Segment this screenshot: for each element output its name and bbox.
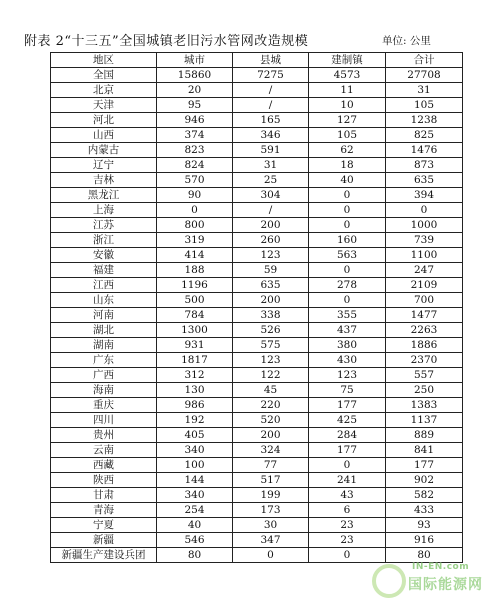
cell-county: 324 bbox=[233, 443, 309, 458]
cell-total: 739 bbox=[386, 233, 463, 248]
table-row bbox=[51, 203, 463, 218]
cell-region: 重庆 bbox=[51, 398, 157, 413]
cell-city: 931 bbox=[157, 338, 233, 353]
cell-region: 上海 bbox=[51, 203, 157, 218]
cell-town: 0 bbox=[309, 263, 386, 278]
logo-ring-icon bbox=[372, 564, 406, 598]
cell-region: 安徽 bbox=[51, 248, 157, 263]
cell-total: 557 bbox=[386, 368, 463, 383]
cell-region: 黑龙江 bbox=[51, 188, 157, 203]
cell-town: 0 bbox=[309, 458, 386, 473]
table-row bbox=[51, 518, 463, 533]
cell-city: 319 bbox=[157, 233, 233, 248]
table-row bbox=[51, 233, 463, 248]
cell-total: 2109 bbox=[386, 278, 463, 293]
cell-city: 570 bbox=[157, 173, 233, 188]
cell-city: 254 bbox=[157, 503, 233, 518]
cell-county: 30 bbox=[233, 518, 309, 533]
cell-town: 380 bbox=[309, 338, 386, 353]
cell-total: 635 bbox=[386, 173, 463, 188]
cell-city: 188 bbox=[157, 263, 233, 278]
table-row bbox=[51, 473, 463, 488]
cell-county: 526 bbox=[233, 323, 309, 338]
cell-total: 105 bbox=[386, 98, 463, 113]
cell-total: 825 bbox=[386, 128, 463, 143]
cell-total: 916 bbox=[386, 533, 463, 548]
cell-town: 160 bbox=[309, 233, 386, 248]
cell-total: 1100 bbox=[386, 248, 463, 263]
pipe-renovation-table bbox=[50, 52, 463, 563]
cell-town: 278 bbox=[309, 278, 386, 293]
cell-region: 甘肃 bbox=[51, 488, 157, 503]
table-row bbox=[51, 143, 463, 158]
cell-city: 1817 bbox=[157, 353, 233, 368]
cell-region: 云南 bbox=[51, 443, 157, 458]
cell-total: 27708 bbox=[386, 68, 463, 83]
cell-region: 海南 bbox=[51, 383, 157, 398]
cell-county: 199 bbox=[233, 488, 309, 503]
cell-total: 902 bbox=[386, 473, 463, 488]
cell-city: 546 bbox=[157, 533, 233, 548]
cell-region: 江西 bbox=[51, 278, 157, 293]
cell-county: 0 bbox=[233, 548, 309, 563]
cell-county: 59 bbox=[233, 263, 309, 278]
cell-city: 0 bbox=[157, 203, 233, 218]
cell-town: 241 bbox=[309, 473, 386, 488]
table-row bbox=[51, 98, 463, 113]
table-row bbox=[51, 323, 463, 338]
table-row bbox=[51, 128, 463, 143]
cell-total: 2370 bbox=[386, 353, 463, 368]
table-row bbox=[51, 83, 463, 98]
cell-city: 95 bbox=[157, 98, 233, 113]
cell-town: 425 bbox=[309, 413, 386, 428]
watermark-logo bbox=[372, 560, 488, 602]
cell-total: 1383 bbox=[386, 398, 463, 413]
cell-total: 1000 bbox=[386, 218, 463, 233]
cell-total: 889 bbox=[386, 428, 463, 443]
cell-county: 7275 bbox=[233, 68, 309, 83]
cell-region: 贵州 bbox=[51, 428, 157, 443]
table-row bbox=[51, 248, 463, 263]
cell-county: 45 bbox=[233, 383, 309, 398]
table-row bbox=[51, 353, 463, 368]
cell-city: 100 bbox=[157, 458, 233, 473]
cell-town: 177 bbox=[309, 398, 386, 413]
cell-town: 23 bbox=[309, 533, 386, 548]
cell-city: 192 bbox=[157, 413, 233, 428]
cell-total: 93 bbox=[386, 518, 463, 533]
cell-region: 江苏 bbox=[51, 218, 157, 233]
cell-total: 1477 bbox=[386, 308, 463, 323]
cell-city: 130 bbox=[157, 383, 233, 398]
cell-region: 福建 bbox=[51, 263, 157, 278]
cell-total: 250 bbox=[386, 383, 463, 398]
cell-region: 湖北 bbox=[51, 323, 157, 338]
table-body bbox=[51, 68, 463, 563]
cell-city: 144 bbox=[157, 473, 233, 488]
cell-region: 山西 bbox=[51, 128, 157, 143]
table-row bbox=[51, 428, 463, 443]
cell-region: 西藏 bbox=[51, 458, 157, 473]
cell-total: 841 bbox=[386, 443, 463, 458]
cell-town: 40 bbox=[309, 173, 386, 188]
cell-town: 177 bbox=[309, 443, 386, 458]
table-row bbox=[51, 413, 463, 428]
cell-town: 437 bbox=[309, 323, 386, 338]
cell-town: 0 bbox=[309, 548, 386, 563]
cell-county: 173 bbox=[233, 503, 309, 518]
cell-town: 105 bbox=[309, 128, 386, 143]
cell-town: 62 bbox=[309, 143, 386, 158]
cell-total: 582 bbox=[386, 488, 463, 503]
cell-total: 31 bbox=[386, 83, 463, 98]
cell-county: 635 bbox=[233, 278, 309, 293]
cell-county: 575 bbox=[233, 338, 309, 353]
cell-county: 165 bbox=[233, 113, 309, 128]
cell-town: 0 bbox=[309, 203, 386, 218]
cell-city: 823 bbox=[157, 143, 233, 158]
header-region: 地区 bbox=[51, 53, 157, 68]
cell-county: 346 bbox=[233, 128, 309, 143]
table-header-row bbox=[51, 53, 463, 68]
cell-city: 784 bbox=[157, 308, 233, 323]
cell-county: 123 bbox=[233, 248, 309, 263]
cell-town: 6 bbox=[309, 503, 386, 518]
cell-town: 11 bbox=[309, 83, 386, 98]
cell-town: 75 bbox=[309, 383, 386, 398]
cell-county: 517 bbox=[233, 473, 309, 488]
cell-county: 304 bbox=[233, 188, 309, 203]
cell-city: 340 bbox=[157, 488, 233, 503]
cell-city: 15860 bbox=[157, 68, 233, 83]
cell-county: 200 bbox=[233, 293, 309, 308]
cell-city: 80 bbox=[157, 548, 233, 563]
cell-region: 辽宁 bbox=[51, 158, 157, 173]
table-row bbox=[51, 263, 463, 278]
watermark-name: 国际能源网 bbox=[408, 577, 483, 593]
cell-town: 23 bbox=[309, 518, 386, 533]
cell-total: 1238 bbox=[386, 113, 463, 128]
cell-county: 25 bbox=[233, 173, 309, 188]
table-row bbox=[51, 383, 463, 398]
table-row bbox=[51, 398, 463, 413]
cell-total: 1886 bbox=[386, 338, 463, 353]
header-town: 建制镇 bbox=[309, 53, 386, 68]
cell-city: 1196 bbox=[157, 278, 233, 293]
cell-region: 内蒙古 bbox=[51, 143, 157, 158]
cell-city: 1300 bbox=[157, 323, 233, 338]
cell-city: 374 bbox=[157, 128, 233, 143]
table-row bbox=[51, 113, 463, 128]
cell-town: 0 bbox=[309, 218, 386, 233]
cell-city: 500 bbox=[157, 293, 233, 308]
cell-region: 四川 bbox=[51, 413, 157, 428]
cell-city: 20 bbox=[157, 83, 233, 98]
cell-county: / bbox=[233, 83, 309, 98]
cell-town: 0 bbox=[309, 188, 386, 203]
cell-city: 340 bbox=[157, 443, 233, 458]
cell-county: 591 bbox=[233, 143, 309, 158]
cell-region: 吉林 bbox=[51, 173, 157, 188]
watermark-site: IN-EN.com bbox=[412, 562, 470, 572]
cell-city: 312 bbox=[157, 368, 233, 383]
cell-town: 10 bbox=[309, 98, 386, 113]
cell-region: 河北 bbox=[51, 113, 157, 128]
cell-county: / bbox=[233, 98, 309, 113]
cell-town: 43 bbox=[309, 488, 386, 503]
table-row bbox=[51, 458, 463, 473]
table-row bbox=[51, 368, 463, 383]
cell-county: / bbox=[233, 203, 309, 218]
table-row bbox=[51, 173, 463, 188]
cell-county: 220 bbox=[233, 398, 309, 413]
cell-region: 广东 bbox=[51, 353, 157, 368]
cell-town: 430 bbox=[309, 353, 386, 368]
unit-label: 单位: 公里 bbox=[382, 35, 431, 47]
table-row bbox=[51, 338, 463, 353]
cell-region: 山东 bbox=[51, 293, 157, 308]
cell-town: 127 bbox=[309, 113, 386, 128]
cell-county: 347 bbox=[233, 533, 309, 548]
cell-total: 247 bbox=[386, 263, 463, 278]
cell-town: 4573 bbox=[309, 68, 386, 83]
cell-total: 177 bbox=[386, 458, 463, 473]
cell-region: 新疆 bbox=[51, 533, 157, 548]
cell-total: 873 bbox=[386, 158, 463, 173]
table-row bbox=[51, 158, 463, 173]
cell-county: 200 bbox=[233, 218, 309, 233]
cell-region: 宁夏 bbox=[51, 518, 157, 533]
cell-total: 1137 bbox=[386, 413, 463, 428]
table-row bbox=[51, 533, 463, 548]
cell-county: 77 bbox=[233, 458, 309, 473]
cell-region: 青海 bbox=[51, 503, 157, 518]
cell-region: 广西 bbox=[51, 368, 157, 383]
cell-region: 天津 bbox=[51, 98, 157, 113]
cell-city: 824 bbox=[157, 158, 233, 173]
table-row bbox=[51, 218, 463, 233]
cell-town: 0 bbox=[309, 293, 386, 308]
header-city: 城市 bbox=[157, 53, 233, 68]
cell-total: 700 bbox=[386, 293, 463, 308]
table-row bbox=[51, 68, 463, 83]
cell-city: 90 bbox=[157, 188, 233, 203]
document-title: 附表 2“十三五”全国城镇老旧污水管网改造规模 bbox=[24, 34, 309, 49]
table-row bbox=[51, 308, 463, 323]
cell-city: 40 bbox=[157, 518, 233, 533]
cell-county: 338 bbox=[233, 308, 309, 323]
table-row bbox=[51, 293, 463, 308]
cell-region: 新疆生产建设兵团 bbox=[51, 548, 157, 563]
cell-region: 北京 bbox=[51, 83, 157, 98]
cell-region: 河南 bbox=[51, 308, 157, 323]
cell-city: 414 bbox=[157, 248, 233, 263]
header-county: 县城 bbox=[233, 53, 309, 68]
cell-city: 986 bbox=[157, 398, 233, 413]
table-row bbox=[51, 443, 463, 458]
cell-region: 浙江 bbox=[51, 233, 157, 248]
cell-county: 200 bbox=[233, 428, 309, 443]
cell-total: 2263 bbox=[386, 323, 463, 338]
cell-city: 405 bbox=[157, 428, 233, 443]
table-row bbox=[51, 488, 463, 503]
cell-city: 946 bbox=[157, 113, 233, 128]
cell-total: 433 bbox=[386, 503, 463, 518]
cell-town: 355 bbox=[309, 308, 386, 323]
table-row bbox=[51, 188, 463, 203]
cell-region: 全国 bbox=[51, 68, 157, 83]
table-row bbox=[51, 278, 463, 293]
cell-city: 800 bbox=[157, 218, 233, 233]
cell-total: 1476 bbox=[386, 143, 463, 158]
cell-town: 284 bbox=[309, 428, 386, 443]
cell-county: 260 bbox=[233, 233, 309, 248]
cell-region: 陕西 bbox=[51, 473, 157, 488]
cell-region: 湖南 bbox=[51, 338, 157, 353]
cell-total: 0 bbox=[386, 203, 463, 218]
cell-total: 80 bbox=[386, 548, 463, 563]
cell-county: 123 bbox=[233, 353, 309, 368]
cell-county: 520 bbox=[233, 413, 309, 428]
table-row bbox=[51, 503, 463, 518]
cell-total: 394 bbox=[386, 188, 463, 203]
cell-town: 563 bbox=[309, 248, 386, 263]
cell-county: 31 bbox=[233, 158, 309, 173]
cell-town: 123 bbox=[309, 368, 386, 383]
cell-town: 18 bbox=[309, 158, 386, 173]
header-total: 合计 bbox=[386, 53, 463, 68]
cell-county: 122 bbox=[233, 368, 309, 383]
